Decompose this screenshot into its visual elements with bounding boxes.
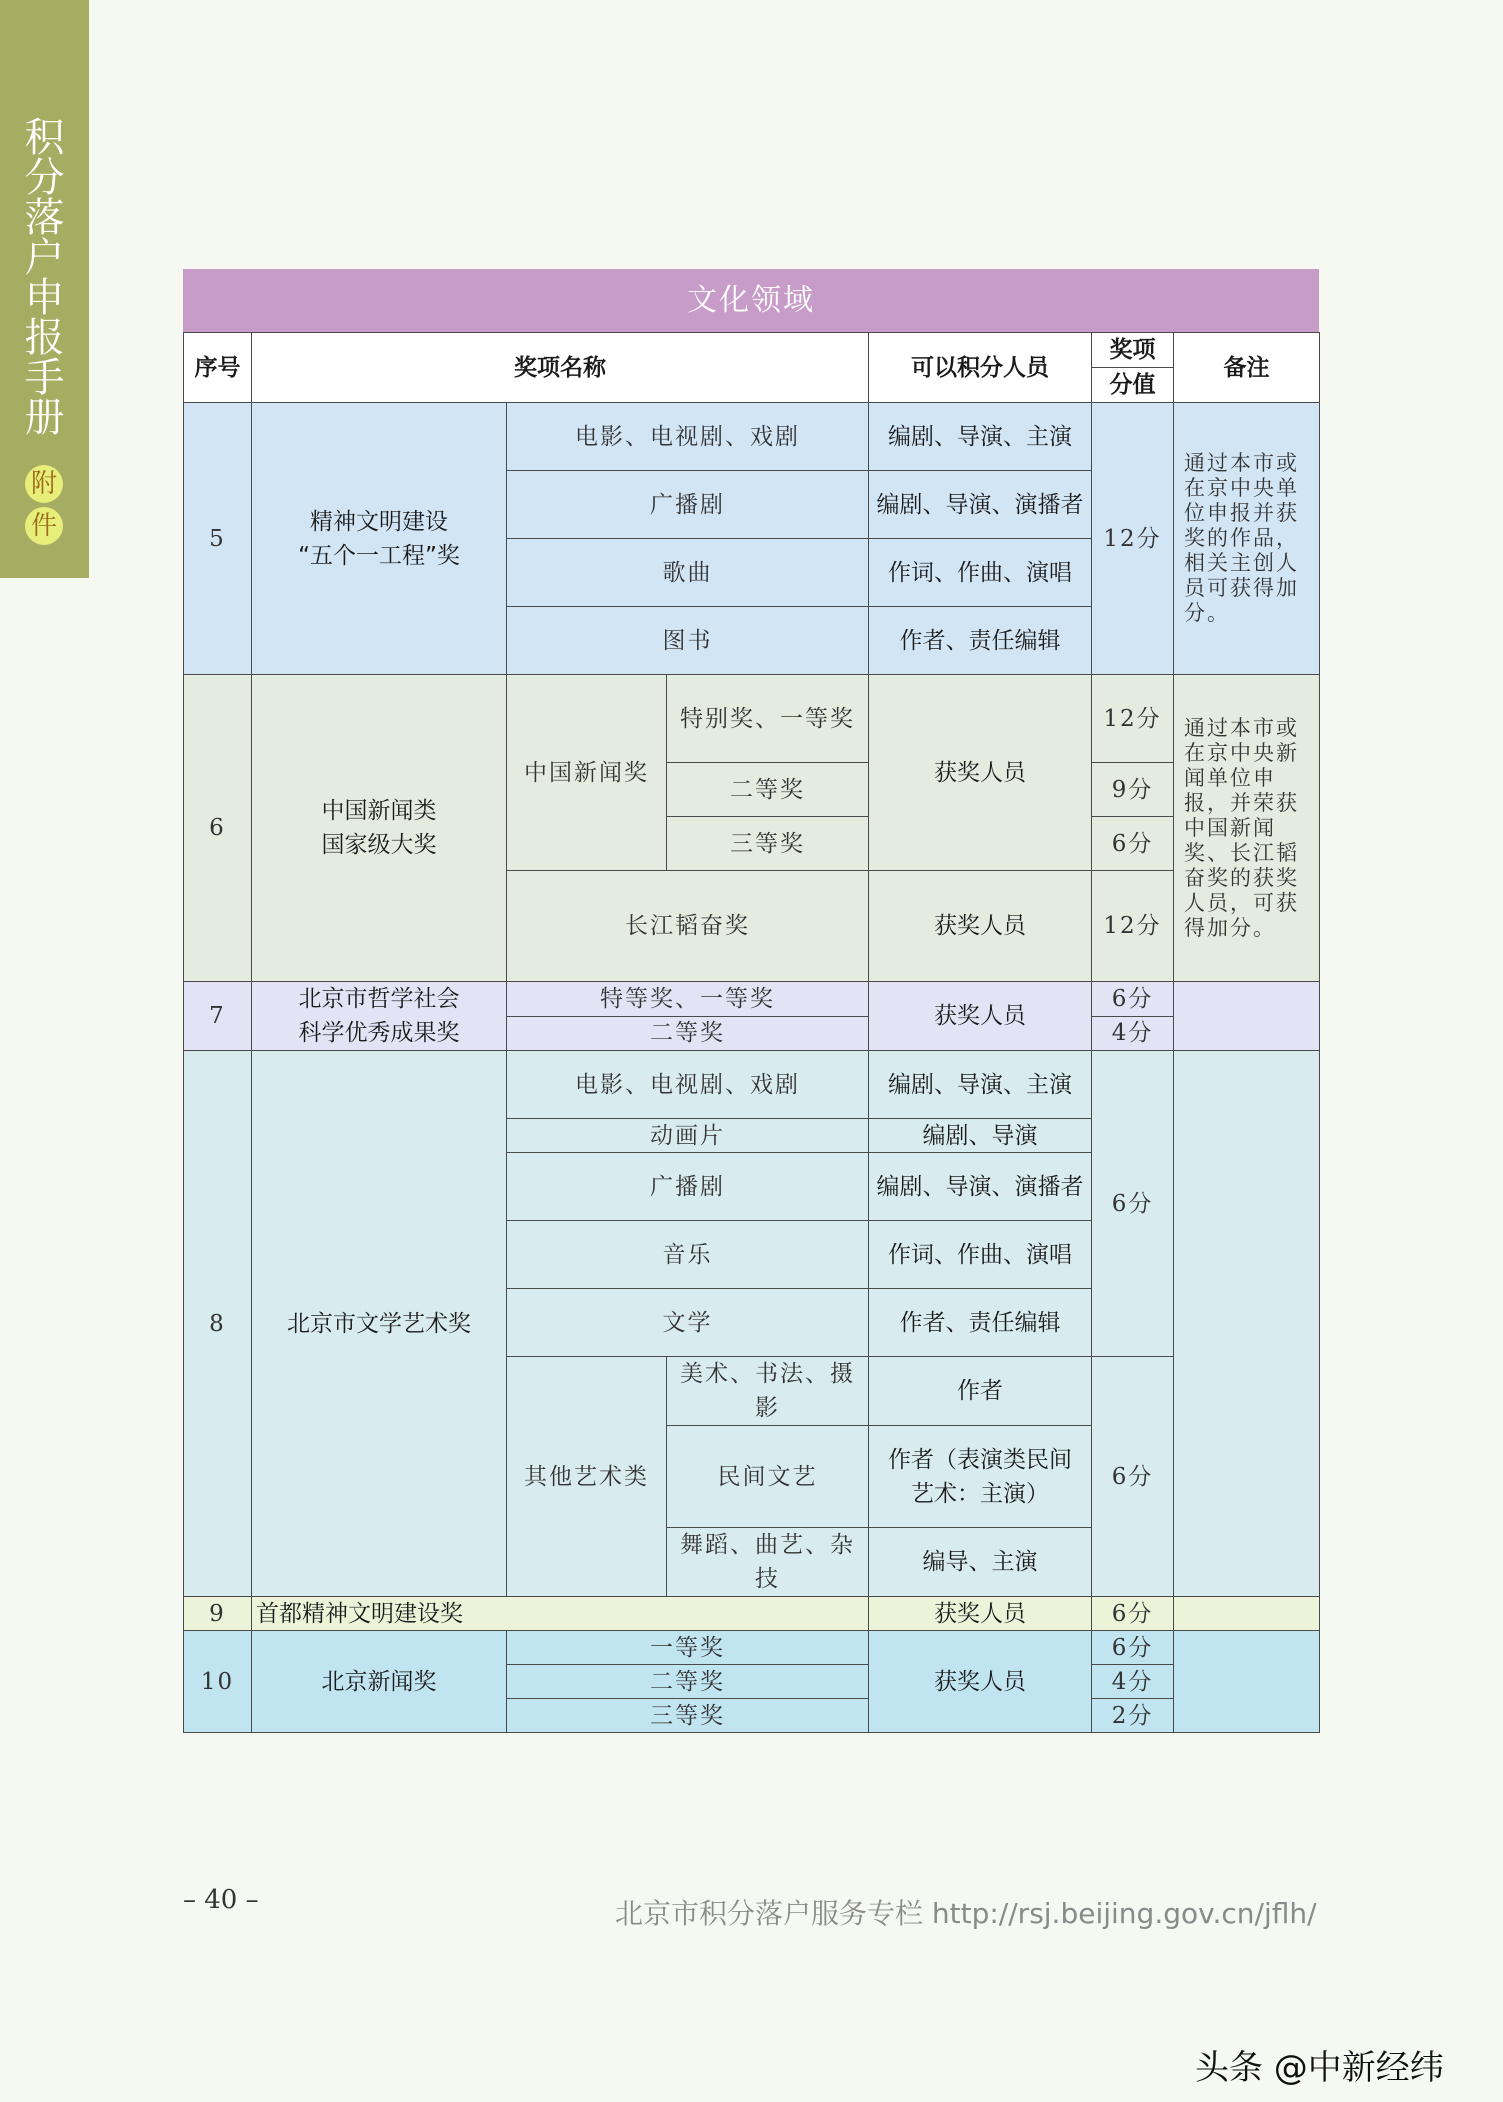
eligible-cell: 作者 bbox=[869, 1357, 1092, 1426]
score-cell: 6分 bbox=[1092, 1357, 1174, 1597]
level-name: 二等奖 bbox=[507, 1016, 869, 1051]
item-name: 广播剧 bbox=[507, 471, 869, 539]
header-award-name: 奖项名称 bbox=[252, 333, 869, 403]
score-cell: 6分 bbox=[1092, 1051, 1174, 1357]
table-row bbox=[184, 675, 1320, 763]
score-cell: 9分 bbox=[1092, 763, 1174, 817]
side-tab bbox=[0, 0, 89, 578]
score-cell: 2分 bbox=[1092, 1699, 1174, 1733]
score-cell: 6分 bbox=[1092, 817, 1174, 871]
award-name-cell: 北京市文学艺术奖 bbox=[252, 1051, 507, 1597]
item-name: 电影、电视剧、戏剧 bbox=[507, 403, 869, 471]
level-name: 三等奖 bbox=[667, 817, 869, 871]
sub-category-cell: 其他艺术类 bbox=[507, 1357, 667, 1597]
table-row bbox=[184, 1597, 1320, 1631]
eligible-cell: 获奖人员 bbox=[869, 982, 1092, 1051]
eligible-cell: 作词、作曲、演唱 bbox=[869, 539, 1092, 607]
seq-cell: 8 bbox=[184, 1051, 252, 1597]
remark-cell bbox=[1174, 1631, 1320, 1733]
item-name: 歌曲 bbox=[507, 539, 869, 607]
score-cell: 6分 bbox=[1092, 1631, 1174, 1665]
level-name: 特别奖、一等奖 bbox=[667, 675, 869, 763]
header-eligible: 可以积分人员 bbox=[869, 333, 1092, 403]
item-name: 图书 bbox=[507, 607, 869, 675]
header-score-top: 奖项 bbox=[1092, 333, 1174, 368]
score-cell: 6分 bbox=[1092, 1597, 1174, 1631]
eligible-cell: 获奖人员 bbox=[869, 871, 1092, 982]
header-seq: 序号 bbox=[184, 333, 252, 403]
eligible-cell: 作词、作曲、演唱 bbox=[869, 1221, 1092, 1289]
level-name: 二等奖 bbox=[667, 763, 869, 817]
section-title: 文化领域 bbox=[183, 269, 1319, 332]
award-name-cell: 首都精神文明建设奖 bbox=[252, 1597, 869, 1631]
level-name: 二等奖 bbox=[507, 1665, 869, 1699]
seq-cell: 10 bbox=[184, 1631, 252, 1733]
eligible-cell: 编剧、导演 bbox=[869, 1119, 1092, 1153]
score-cell: 12分 bbox=[1092, 871, 1174, 982]
table-row bbox=[184, 1631, 1320, 1665]
header-score-bottom: 分值 bbox=[1092, 368, 1174, 403]
remark-cell: 通过本市或在京中央新闻单位申报，并荣获中国新闻奖、长江韬奋奖的获奖人员，可获得加分。 bbox=[1174, 675, 1320, 982]
score-cell: 4分 bbox=[1092, 1016, 1174, 1051]
remark-cell bbox=[1174, 1051, 1320, 1597]
award-table bbox=[183, 332, 1320, 1733]
remark-cell bbox=[1174, 982, 1320, 1051]
level-name: 一等奖 bbox=[507, 1631, 869, 1665]
item-name: 电影、电视剧、戏剧 bbox=[507, 1051, 869, 1119]
level-name: 三等奖 bbox=[507, 1699, 869, 1733]
remark-cell bbox=[1174, 1597, 1320, 1631]
item-name: 文学 bbox=[507, 1289, 869, 1357]
seq-cell: 9 bbox=[184, 1597, 252, 1631]
handbook-title: 积 分 落 户 申 报 手 册 bbox=[24, 115, 65, 441]
remark-cell: 通过本市或在京中央单位申报并获奖的作品，相关主创人员可获得加分。 bbox=[1174, 403, 1320, 675]
page-number: – 40 – bbox=[183, 1885, 259, 1915]
score-cell: 12分 bbox=[1092, 675, 1174, 763]
footer-column-link: 北京市积分落户服务专栏 http://rsj.beijing.gov.cn/jflh/ bbox=[615, 1897, 1317, 1930]
table-row bbox=[184, 403, 1320, 471]
eligible-cell: 编剧、导演、主演 bbox=[869, 403, 1092, 471]
eligible-cell: 获奖人员 bbox=[869, 675, 1092, 871]
level-name: 特等奖、一等奖 bbox=[507, 982, 869, 1017]
eligible-cell: 编剧、导演、演播者 bbox=[869, 471, 1092, 539]
item-name: 长江韬奋奖 bbox=[507, 871, 869, 982]
eligible-cell: 编剧、导演、演播者 bbox=[869, 1153, 1092, 1221]
eligible-cell: 编剧、导演、主演 bbox=[869, 1051, 1092, 1119]
award-name-cell: 北京市哲学社会 科学优秀成果奖 bbox=[252, 982, 507, 1051]
eligible-cell: 作者、责任编辑 bbox=[869, 1289, 1092, 1357]
score-cell: 12分 bbox=[1092, 403, 1174, 675]
header-row bbox=[184, 333, 1320, 368]
seq-cell: 5 bbox=[184, 403, 252, 675]
appendix-badge-2: 件 bbox=[25, 507, 63, 545]
eligible-cell: 作者、责任编辑 bbox=[869, 607, 1092, 675]
eligible-cell: 编导、主演 bbox=[869, 1528, 1092, 1597]
seq-cell: 7 bbox=[184, 982, 252, 1051]
item-name: 民间文艺 bbox=[667, 1426, 869, 1528]
sub-category-cell: 中国新闻奖 bbox=[507, 675, 667, 871]
table-row bbox=[184, 1051, 1320, 1119]
appendix-badge-1: 附 bbox=[25, 465, 63, 503]
eligible-cell: 获奖人员 bbox=[869, 1597, 1092, 1631]
item-name: 音乐 bbox=[507, 1221, 869, 1289]
item-name: 广播剧 bbox=[507, 1153, 869, 1221]
award-name-cell: 中国新闻类 国家级大奖 bbox=[252, 675, 507, 982]
score-cell: 4分 bbox=[1092, 1665, 1174, 1699]
header-remark: 备注 bbox=[1174, 333, 1320, 403]
score-cell: 6分 bbox=[1092, 982, 1174, 1017]
award-name-cell: 北京新闻奖 bbox=[252, 1631, 507, 1733]
eligible-cell: 作者（表演类民间 艺术：主演） bbox=[869, 1426, 1092, 1528]
source-watermark: 头条 @中新经纬 bbox=[1195, 2048, 1444, 2088]
award-name-cell: 精神文明建设 “五个一工程”奖 bbox=[252, 403, 507, 675]
eligible-cell: 获奖人员 bbox=[869, 1631, 1092, 1733]
seq-cell: 6 bbox=[184, 675, 252, 982]
culture-table bbox=[183, 269, 1319, 1733]
item-name: 美术、书法、摄影 bbox=[667, 1357, 869, 1426]
table-row bbox=[184, 982, 1320, 1017]
item-name: 动画片 bbox=[507, 1119, 869, 1153]
item-name: 舞蹈、曲艺、杂技 bbox=[667, 1528, 869, 1597]
